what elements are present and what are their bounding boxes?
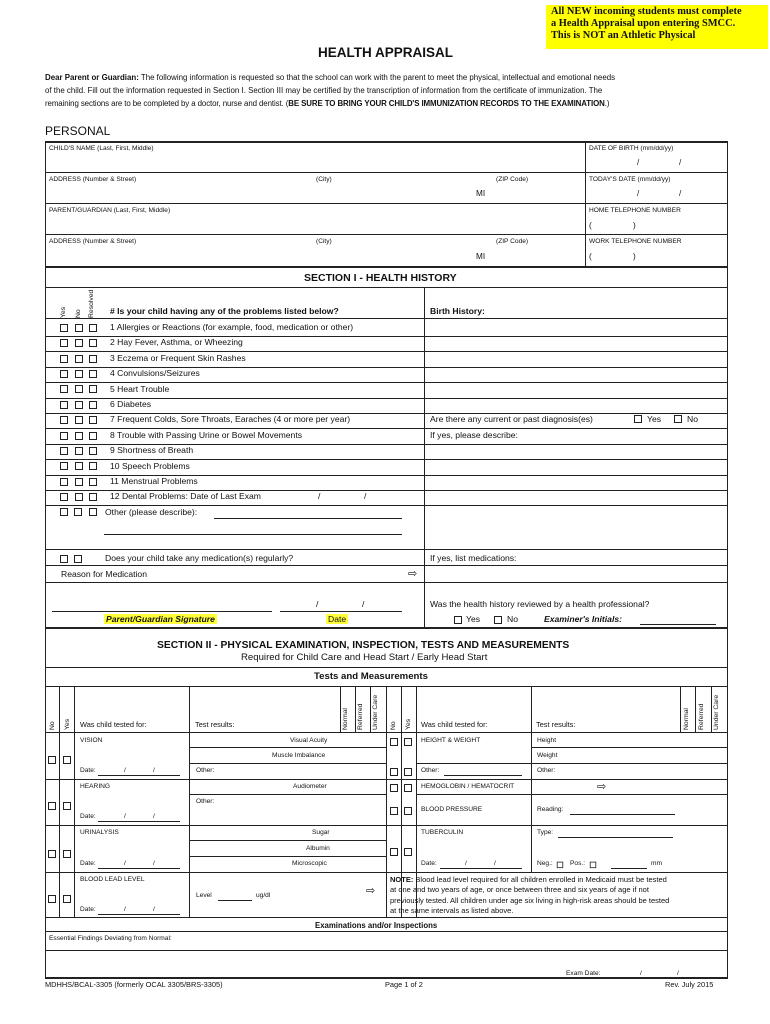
medication-question: Does your child take any medication(s) regularly? xyxy=(105,553,294,563)
problem-label: 9 Shortness of Breath xyxy=(110,445,194,456)
problem-resolved-checkbox[interactable] xyxy=(89,431,97,440)
form-id: MDHHS/BCAL-3305 (formerly OCAL 3305/BRS-3305) xyxy=(45,980,223,989)
home-phone-label: HOME TELEPHONE NUMBER xyxy=(589,207,681,214)
dob-label: DATE OF BIRTH (mm/dd/yy) xyxy=(589,145,674,152)
hw-yes-checkbox[interactable] xyxy=(404,737,412,746)
bp-reading-label: Reading: xyxy=(537,806,564,813)
tb-yes-checkbox[interactable] xyxy=(404,847,412,856)
intro-greeting: Dear Parent or Guardian: xyxy=(45,73,139,82)
section2-heading: SECTION II - PHYSICAL EXAMINATION, INSPECTION, TESTS AND MEASUREMENTS xyxy=(157,640,570,651)
page-number: Page 1 of 2 xyxy=(385,980,423,989)
diagnosis-question: Are there any current or past diagnosis(es) xyxy=(430,414,593,424)
problem-resolved-checkbox[interactable] xyxy=(89,415,97,424)
notice-line-2: a Health Appraisal upon entering SMCC. xyxy=(551,18,736,29)
note-label: NOTE: xyxy=(390,875,414,884)
signature-label: Parent/Guardian Signature xyxy=(106,614,215,624)
signature-date-label: Date xyxy=(328,614,347,624)
problem-yes-checkbox[interactable] xyxy=(60,323,68,332)
dental-date-slash: / xyxy=(364,491,367,502)
blood-pressure-label: BLOOD PRESSURE xyxy=(421,806,483,813)
city2-label: (City) xyxy=(316,238,332,245)
problem-yes-checkbox[interactable] xyxy=(60,446,68,455)
other-yes-checkbox[interactable] xyxy=(60,507,68,516)
col-yes-label: Yes xyxy=(60,306,67,318)
urinalysis-label: URINALYSIS xyxy=(80,829,119,836)
note-line-1 xyxy=(390,875,722,885)
vision-date-slash-1: / xyxy=(124,767,126,774)
examiner-initials-label: Examiner's Initials: xyxy=(544,614,622,624)
other-no-checkbox[interactable] xyxy=(74,507,82,516)
today-slash-1: / xyxy=(637,189,640,198)
problem-yes-checkbox[interactable] xyxy=(60,354,68,363)
hemoglobin-yes-checkbox[interactable] xyxy=(404,783,412,792)
problem-yes-checkbox[interactable] xyxy=(60,492,68,501)
blood-lead-arrow-icon: ⇨ xyxy=(366,885,376,897)
urinalysis-date-slash-1: / xyxy=(124,860,126,867)
blood-lead-date-slash-1: / xyxy=(124,906,126,913)
blood-lead-no-checkbox[interactable] xyxy=(48,894,56,903)
work-phone-label: WORK TELEPHONE NUMBER xyxy=(589,238,682,245)
s2-col-referred-right-label: Referred xyxy=(698,703,705,730)
s2-col-normal-label: Normal xyxy=(342,708,349,730)
hearing-date-slash-2: / xyxy=(153,813,155,820)
problem-yes-checkbox[interactable] xyxy=(60,385,68,394)
other-describe-label: Other (please describe): xyxy=(105,507,198,517)
reviewed-yes-label: Yes xyxy=(466,614,481,624)
reviewed-no-checkbox[interactable] xyxy=(494,615,502,624)
problem-resolved-checkbox[interactable] xyxy=(89,462,97,471)
s2-col-normal-right-label: Normal xyxy=(683,708,690,730)
hearing-no-checkbox[interactable] xyxy=(48,801,56,810)
audiometer-label: Audiometer xyxy=(293,783,327,790)
address1-label: ADDRESS (Number & Street) xyxy=(49,176,137,183)
exam-date-slash-2: / xyxy=(677,970,679,977)
problem-no-checkbox[interactable] xyxy=(75,446,83,455)
parent-label: PARENT/GUARDIAN (Last, First, Middle) xyxy=(49,207,171,214)
s2-col-no-right-label: No xyxy=(390,721,397,730)
height-weight-label: HEIGHT & WEIGHT xyxy=(421,737,481,744)
problem-no-checkbox[interactable] xyxy=(75,415,83,424)
state2-value: MI xyxy=(476,252,486,261)
hearing-other-label: Other: xyxy=(196,798,215,805)
bp-no-checkbox[interactable] xyxy=(390,806,398,815)
tuberculin-type-label: Type: xyxy=(537,829,554,836)
vision-label: VISION xyxy=(80,737,103,744)
problem-yes-checkbox[interactable] xyxy=(60,431,68,440)
reviewed-yes-checkbox[interactable] xyxy=(454,615,462,624)
problem-no-checkbox[interactable] xyxy=(75,477,83,486)
s2-results-label: Test results: xyxy=(195,720,235,729)
col-no-label: No xyxy=(75,309,82,318)
revision-date: Rev. July 2015 xyxy=(665,980,714,989)
vision-date-label: Date: xyxy=(80,767,96,774)
hemoglobin-label: HEMOGLOBIN / HEMATOCRIT xyxy=(421,783,515,790)
s2-col-no-label: No xyxy=(49,721,56,730)
city1-label: (City) xyxy=(316,176,332,183)
s2-col-yes-right-label: Yes xyxy=(405,718,412,730)
note-text-1: Blood lead level required for all children enrolled in Medicaid must be tested xyxy=(413,875,667,884)
problem-no-checkbox[interactable] xyxy=(75,492,83,501)
work-phone-close: ) xyxy=(633,252,636,261)
intro-text-1: The following information is requested so that the school can work with the parent to meet the physical, intellectual and emotional needs xyxy=(138,73,616,82)
blood-lead-yes-checkbox[interactable] xyxy=(63,894,71,903)
reviewed-no-label: No xyxy=(507,614,518,624)
problem-no-checkbox[interactable] xyxy=(75,385,83,394)
hearing-yes-checkbox[interactable] xyxy=(63,801,71,810)
blood-lead-date-slash-2: / xyxy=(153,906,155,913)
work-phone-open: ( xyxy=(589,252,592,261)
section2-subheading: Required for Child Care and Head Start / Early Head Start xyxy=(241,652,488,663)
problem-no-checkbox[interactable] xyxy=(75,354,83,363)
ugdl-label: ug/dl xyxy=(256,892,271,899)
state1-value: MI xyxy=(476,189,486,198)
level-label: Level xyxy=(196,892,212,899)
problem-label: 1 Allergies or Reactions (for example, food, medication or other) xyxy=(110,322,354,332)
section1-heading: SECTION I - HEALTH HISTORY xyxy=(304,272,457,284)
problem-yes-checkbox[interactable] xyxy=(60,400,68,409)
s2-col-undercare-right-label: Under Care xyxy=(713,694,720,730)
other-yes-checkbox-right[interactable] xyxy=(404,767,412,776)
diagnosis-no-checkbox[interactable] xyxy=(674,414,682,423)
personal-heading: PERSONAL xyxy=(45,124,111,138)
s2-results-right-label: Test results: xyxy=(536,720,576,729)
problem-label: 11 Menstrual Problems xyxy=(110,476,198,486)
problem-no-checkbox[interactable] xyxy=(75,462,83,471)
problems-question: # Is your child having any of the problems listed below? xyxy=(110,306,339,316)
s2-col-undercare-label: Under Care xyxy=(372,694,379,730)
problem-no-checkbox[interactable] xyxy=(75,431,83,440)
tests-heading: Tests and Measurements xyxy=(314,671,428,682)
tb-neg-checkbox[interactable] xyxy=(557,861,563,868)
problem-yes-checkbox[interactable] xyxy=(60,477,68,486)
note-line-2: at one and two years of age, or once between three and six years of age if not xyxy=(390,885,649,895)
signature-date-slash-2: / xyxy=(362,599,365,609)
problem-resolved-checkbox[interactable] xyxy=(89,477,97,486)
tuberculin-label: TUBERCULIN xyxy=(421,829,464,836)
problem-label: 10 Speech Problems xyxy=(110,460,190,471)
s2-col-yes-label: Yes xyxy=(64,718,71,730)
sugar-label: Sugar xyxy=(312,829,330,836)
problem-resolved-checkbox[interactable] xyxy=(89,446,97,455)
exam-heading: Examinations and/or Inspections xyxy=(315,921,438,930)
tb-date-slash-1: / xyxy=(465,860,467,867)
hw-no-checkbox[interactable] xyxy=(390,737,398,746)
medication-yes-checkbox[interactable] xyxy=(60,554,68,563)
problem-yes-checkbox[interactable] xyxy=(60,369,68,378)
urinalysis-yes-checkbox[interactable] xyxy=(63,849,71,858)
hearing-date-label: Date: xyxy=(80,813,96,820)
note-line-4: at the same intervals as listed above. xyxy=(390,905,514,915)
s2-tested-for-label: Was child tested for: xyxy=(80,720,147,729)
if-yes-describe-label: If yes, please describe: xyxy=(430,430,518,440)
findings-label: Essential Findings Deviating from Normal: xyxy=(49,935,172,942)
other-no-checkbox-right[interactable] xyxy=(390,767,398,776)
diagnosis-yes-label: Yes xyxy=(647,414,662,424)
problem-label: 7 Frequent Colds, Sore Throats, Earaches (4 or more per year) xyxy=(110,414,351,425)
urinalysis-date-label: Date: xyxy=(80,860,96,867)
dob-slash-1: / xyxy=(637,158,640,167)
zip1-label: (ZIP Code) xyxy=(496,176,529,183)
problem-resolved-checkbox[interactable] xyxy=(89,492,97,501)
signature-date-slash-1: / xyxy=(316,599,319,609)
diagnosis-yes-checkbox[interactable] xyxy=(634,414,642,423)
address2-label: ADDRESS (Number & Street) xyxy=(49,238,137,245)
col-resolved-label: Resolved xyxy=(88,289,95,318)
today-label: TODAY'S DATE (mm/dd/yy) xyxy=(589,176,671,183)
tb-pos-checkbox[interactable] xyxy=(590,861,596,868)
note-line-3: previously tested. All children under age six living in high-risk areas should be tested xyxy=(390,895,670,905)
problem-no-checkbox[interactable] xyxy=(75,400,83,409)
problem-resolved-checkbox[interactable] xyxy=(89,323,97,332)
hearing-label: HEARING xyxy=(80,783,111,790)
intro-text-3c: .) xyxy=(604,99,610,108)
height-label: Height xyxy=(537,737,557,744)
diagnosis-no-label: No xyxy=(687,414,698,424)
child-name-label: CHILD'S NAME (Last, First, Middle) xyxy=(49,145,154,152)
albumin-label: Albumin xyxy=(306,845,330,852)
problem-yes-checkbox[interactable] xyxy=(60,462,68,471)
child-name-field[interactable] xyxy=(49,159,583,169)
blood-lead-note xyxy=(390,875,722,916)
problem-label: 12 Dental Problems: Date of Last Exam xyxy=(110,491,261,502)
home-phone-close: ) xyxy=(633,221,636,230)
s2-col-referred-label: Referred xyxy=(357,703,364,730)
today-slash-2: / xyxy=(679,189,682,198)
urinalysis-no-checkbox[interactable] xyxy=(48,849,56,858)
problem-no-checkbox[interactable] xyxy=(75,323,83,332)
problem-label: 6 Diabetes xyxy=(110,399,152,409)
notice-line-1: All NEW incoming students must complete xyxy=(551,6,742,17)
intro-immunization-warning: BE SURE TO BRING YOUR CHILD'S IMMUNIZATION RECORDS TO THE EXAMINATION xyxy=(288,99,605,108)
problem-resolved-checkbox[interactable] xyxy=(89,354,97,363)
vision-other-label: Other: xyxy=(196,767,215,774)
arrow-right-icon: ⇨ xyxy=(408,568,418,580)
s2-tested-for-right-label: Was child tested for: xyxy=(421,720,488,729)
intro-line-2: of the child. Fill out the information requested in Section I. Section III may be certified by the transcription of information from the certificate of immunization. The xyxy=(45,86,603,95)
exam-date-label: Exam Date: xyxy=(566,970,601,977)
intro-line-1 xyxy=(45,73,615,82)
intro-line-3 xyxy=(45,99,609,108)
problem-resolved-checkbox[interactable] xyxy=(89,369,97,378)
urinalysis-date-slash-2: / xyxy=(153,860,155,867)
blood-lead-date-label: Date: xyxy=(80,906,96,913)
dob-slash-2: / xyxy=(679,158,682,167)
vision-date-slash-2: / xyxy=(153,767,155,774)
bp-yes-checkbox[interactable] xyxy=(404,806,412,815)
muscle-imbalance-label: Muscle Imbalance xyxy=(272,752,326,759)
problem-no-checkbox[interactable] xyxy=(75,369,83,378)
reason-label: Reason for Medication xyxy=(61,569,147,579)
intro-text-3a: remaining sections are to be completed by a doctor, nurse and dentist. ( xyxy=(45,99,289,108)
tb-pos-label: Pos.: xyxy=(570,860,586,867)
problem-resolved-checkbox[interactable] xyxy=(89,385,97,394)
problem-label: 2 Hay Fever, Asthma, or Wheezing xyxy=(110,337,243,348)
page-title: HEALTH APPRAISAL xyxy=(318,45,453,60)
hearing-date-slash-1: / xyxy=(124,813,126,820)
home-phone-open: ( xyxy=(589,221,592,230)
problem-resolved-checkbox[interactable] xyxy=(89,400,97,409)
zip2-label: (ZIP Code) xyxy=(496,238,529,245)
problem-label: 5 Heart Trouble xyxy=(110,383,170,394)
problem-label: 8 Trouble with Passing Urine or Bowel Movements xyxy=(110,429,303,440)
tb-no-checkbox[interactable] xyxy=(390,847,398,856)
vision-yes-checkbox[interactable] xyxy=(63,755,71,764)
blood-lead-label: BLOOD LEAD LEVEL xyxy=(80,876,145,883)
tb-date-slash-2: / xyxy=(494,860,496,867)
if-yes-list-label: If yes, list medications: xyxy=(430,553,517,563)
new-student-notice xyxy=(546,5,768,49)
tb-date-label: Date: xyxy=(421,860,437,867)
tb-neg-label: Neg.: xyxy=(537,860,553,867)
exam-date-slash-1: / xyxy=(640,970,642,977)
hemoglobin-arrow-icon: ⇨ xyxy=(597,781,607,793)
other-resolved-checkbox[interactable] xyxy=(89,507,97,516)
vision-no-checkbox[interactable] xyxy=(48,755,56,764)
hw-other-result-label: Other: xyxy=(537,767,556,774)
problem-no-checkbox[interactable] xyxy=(75,338,83,347)
problem-label: 3 Eczema or Frequent Skin Rashes xyxy=(110,352,246,363)
tb-mm-label: mm xyxy=(651,860,662,867)
visual-acuity-label: Visual Acuity xyxy=(290,737,328,744)
problem-yes-checkbox[interactable] xyxy=(60,415,68,424)
hemoglobin-no-checkbox[interactable] xyxy=(390,783,398,792)
dental-date-slash: / xyxy=(318,491,321,502)
medication-no-checkbox[interactable] xyxy=(74,554,82,563)
notice-line-3: This is NOT an Athletic Physical xyxy=(551,30,696,41)
problem-label: 4 Convulsions/Seizures xyxy=(110,368,200,379)
problem-yes-checkbox[interactable] xyxy=(60,338,68,347)
reviewed-question: Was the health history reviewed by a health professional? xyxy=(430,599,650,609)
microscopic-label: Microscopic xyxy=(292,860,327,867)
problem-resolved-checkbox[interactable] xyxy=(89,338,97,347)
hw-other-label: Other: xyxy=(421,767,440,774)
birth-history-label: Birth History: xyxy=(430,306,485,316)
weight-label: Weight xyxy=(537,752,558,759)
